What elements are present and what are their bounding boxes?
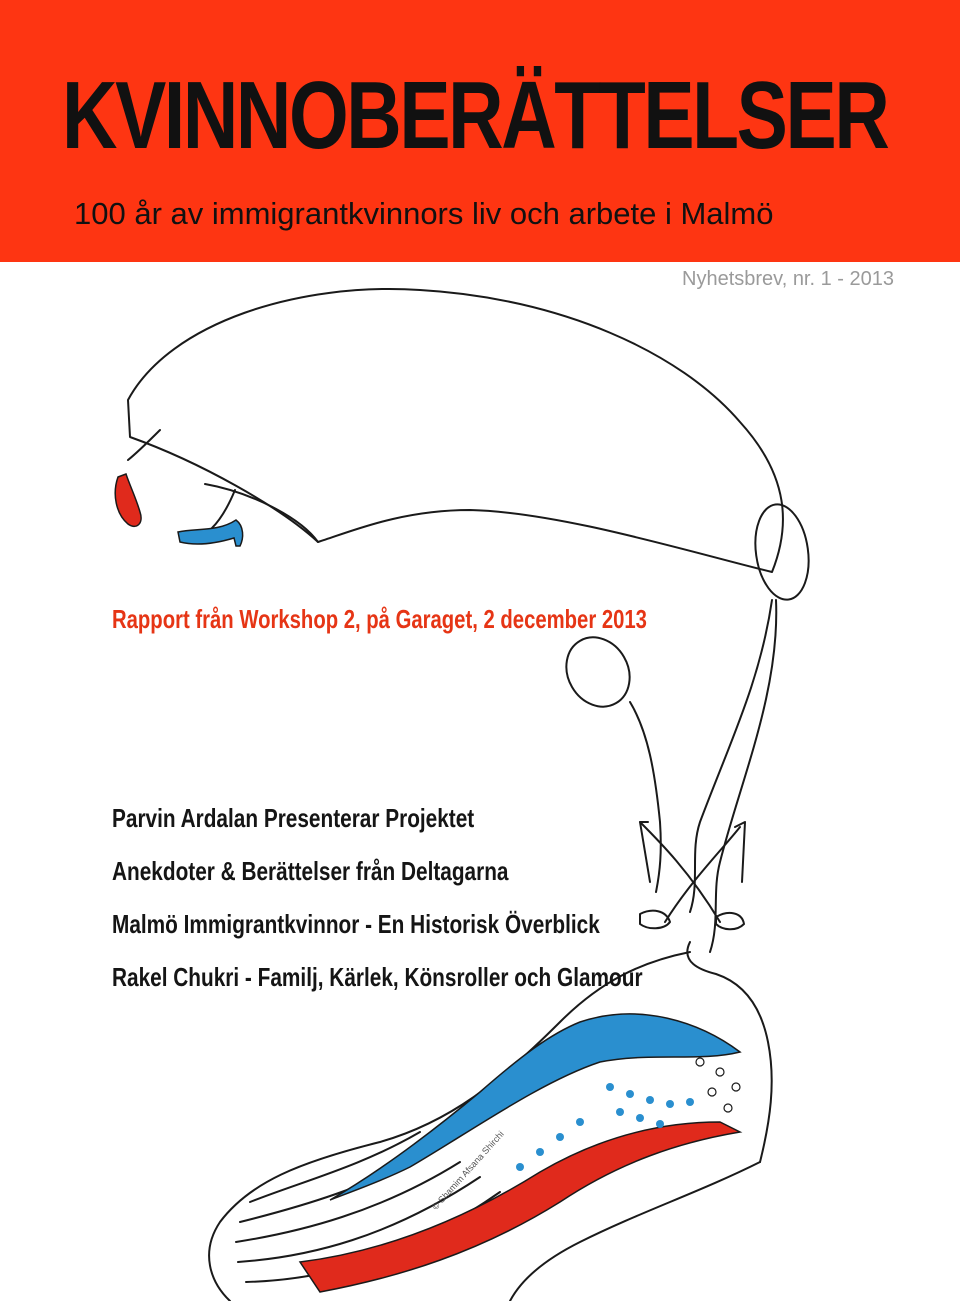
blue-shoe [178, 520, 243, 546]
dot-pattern-dark [696, 1058, 740, 1112]
issue-number: Nyhetsbrev, nr. 1 - 2013 [682, 268, 894, 290]
contents-item-1: Parvin Ardalan Presenterar Projektet [112, 803, 475, 833]
red-band [300, 1122, 740, 1292]
report-heading: Rapport från Workshop 2, på Garaget, 2 december 2013 [112, 604, 647, 634]
balloon-small [554, 626, 642, 718]
cover-illustration [0, 262, 960, 1301]
blue-band [330, 1014, 740, 1200]
leg-left [128, 430, 160, 460]
contents-item-4: Rakel Chukri - Familj, Kärlek, Könsroller och Glamour [112, 962, 643, 992]
newsletter-subtitle: 100 år av immigrantkvinnors liv och arbete i Malmö [74, 196, 774, 231]
contents-list [112, 792, 775, 1004]
newsletter-title: KVINNOBERÄTTELSER [62, 62, 888, 169]
red-shoe [115, 474, 141, 526]
header-banner [0, 0, 960, 262]
illustration-credit: © Shamim Afsana Shirchi [430, 1129, 506, 1212]
contents-item-2: Anekdoter & Berättelser från Deltagarna [112, 856, 509, 886]
contents-item-3: Malmö Immigrantkvinnor - En Historisk Överblick [112, 909, 600, 939]
